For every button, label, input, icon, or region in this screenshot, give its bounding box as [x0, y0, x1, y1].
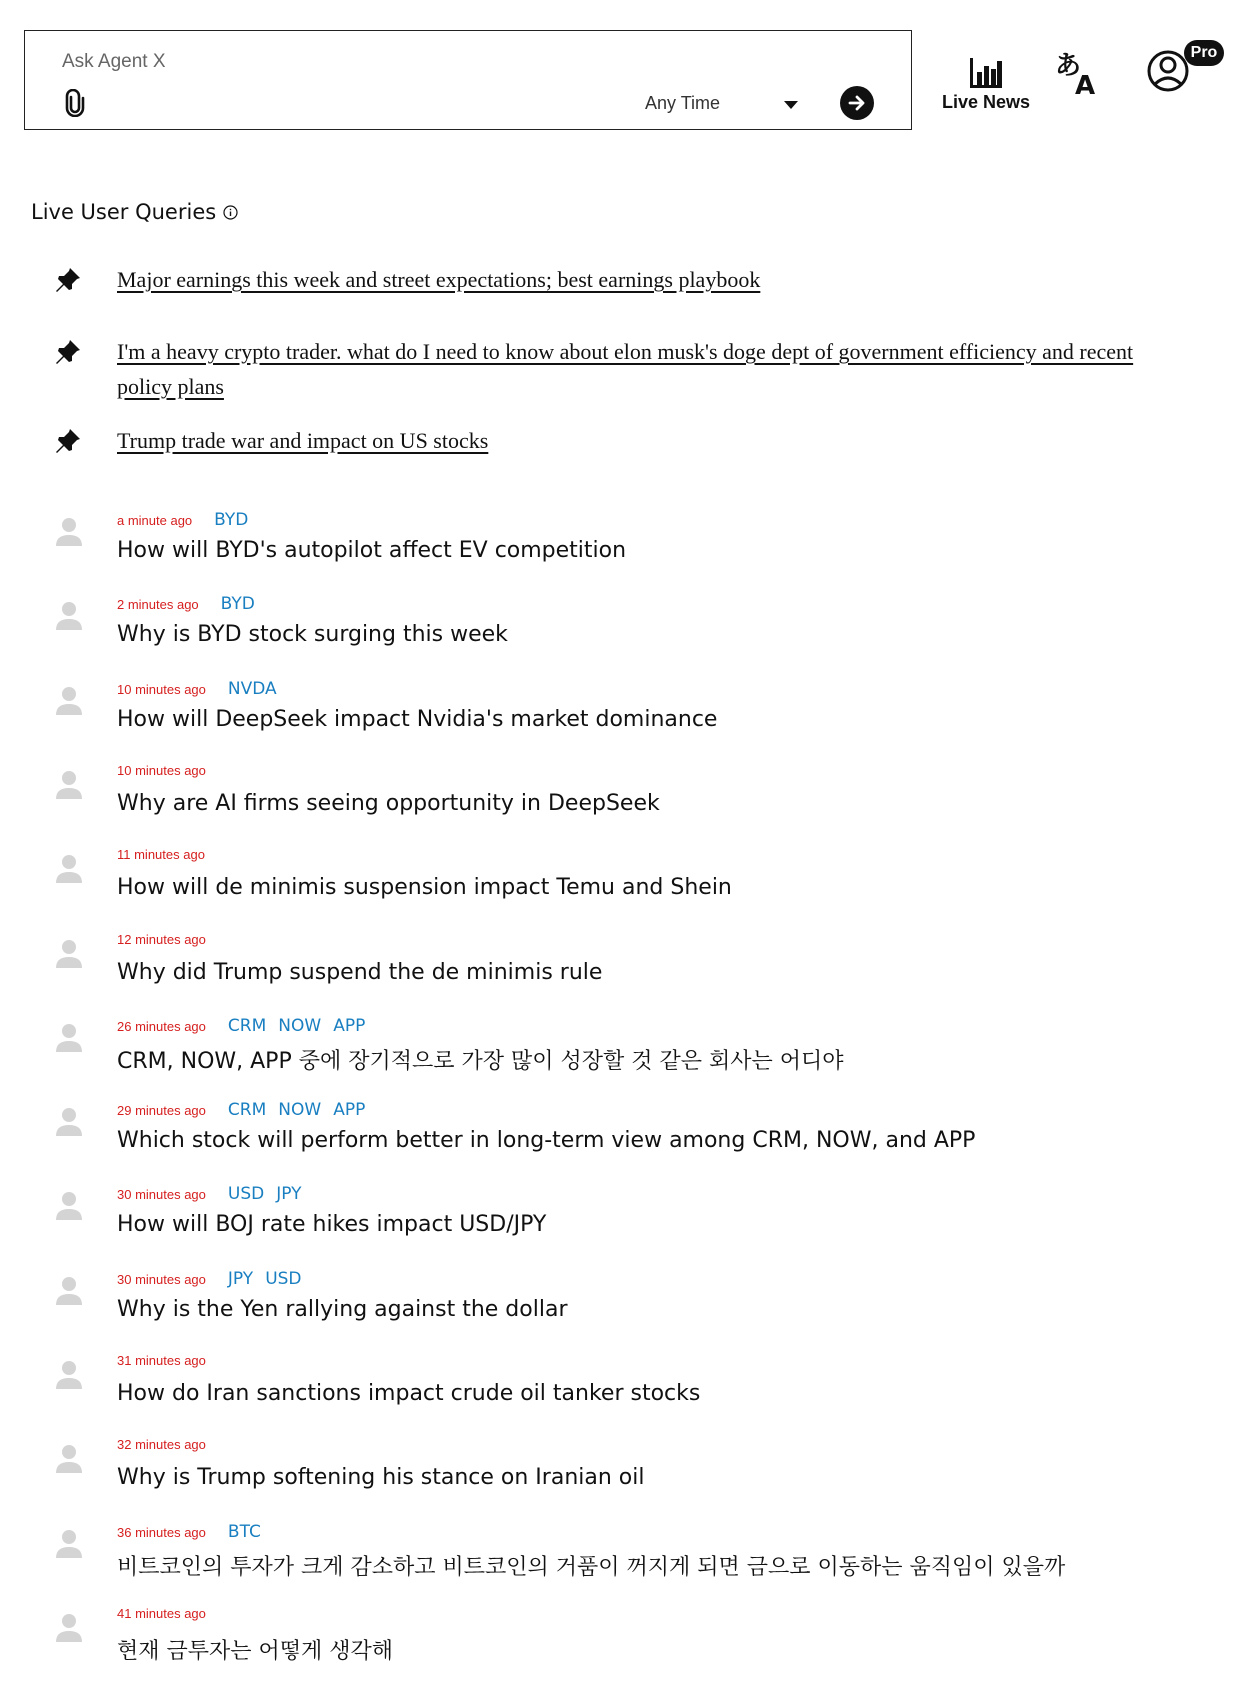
- pinned-query-link[interactable]: Trump trade war and impact on US stocks: [117, 428, 489, 453]
- user-avatar-icon: [55, 1443, 83, 1475]
- time-ago: 36 minutes ago: [117, 1524, 206, 1540]
- query-item[interactable]: [0, 1269, 1242, 1349]
- query-item[interactable]: [0, 510, 1242, 590]
- query-meta: [117, 1100, 377, 1120]
- query-meta: [117, 847, 227, 862]
- ticker-tag[interactable]: NOW: [278, 1015, 322, 1036]
- query-meta: [117, 932, 228, 947]
- pin-icon: [54, 266, 82, 294]
- query-text[interactable]: How do Iran sanctions impact crude oil tanker stocks: [117, 1381, 701, 1406]
- query-text[interactable]: How will DeepSeek impact Nvidia's market dominance: [117, 706, 718, 732]
- user-avatar-icon: [55, 1612, 83, 1644]
- query-item[interactable]: [0, 1522, 1242, 1602]
- ticker-list: [228, 1100, 377, 1120]
- ticker-tag[interactable]: APP: [333, 1015, 366, 1036]
- query-item[interactable]: [0, 1606, 1242, 1686]
- query-text[interactable]: Why is BYD stock surging this week: [117, 622, 508, 648]
- query-item[interactable]: [0, 763, 1242, 843]
- query-item[interactable]: [0, 1437, 1242, 1517]
- time-ago: 32 minutes ago: [117, 1437, 206, 1453]
- time-ago: 30 minutes ago: [117, 1271, 206, 1287]
- time-ago: 29 minutes ago: [117, 1103, 206, 1119]
- pinned-query-link[interactable]: I'm a heavy crypto trader. what do I need to know about elon musk's doge dept of government efficiency and recent policy plans: [117, 339, 1134, 399]
- caret-down-icon[interactable]: [783, 99, 799, 111]
- ticker-tag[interactable]: NVDA: [227, 678, 277, 699]
- pinned-query-link[interactable]: Major earnings this week and street expectations; best earnings playbook: [117, 267, 761, 292]
- user-avatar-icon: [55, 1190, 83, 1222]
- time-filter-select[interactable]: [645, 93, 720, 114]
- query-text[interactable]: Which stock will perform better in long-term view among CRM, NOW, and APP: [117, 1128, 976, 1154]
- query-text[interactable]: Why are AI firms seeing opportunity in DeepSeek: [117, 790, 660, 816]
- arrow-right-icon: [847, 93, 867, 113]
- svg-text:A: A: [1075, 71, 1096, 98]
- ticker-tag[interactable]: JPY: [276, 1184, 302, 1205]
- ticker-list: [228, 1269, 314, 1289]
- user-avatar-icon: [55, 1275, 83, 1307]
- ticker-tag[interactable]: BTC: [227, 1521, 261, 1542]
- svg-text:あ: あ: [1055, 52, 1082, 81]
- query-text[interactable]: Why did Trump suspend the de minimis rule: [117, 959, 603, 985]
- ticker-tag[interactable]: CRM: [227, 1015, 267, 1036]
- info-icon[interactable]: [223, 205, 238, 220]
- paperclip-icon[interactable]: [63, 89, 87, 117]
- pin-icon: [54, 427, 82, 455]
- section-title-text: Live User Queries: [31, 200, 217, 224]
- ticker-list: [228, 1184, 314, 1204]
- query-text[interactable]: Why is the Yen rallying against the dollar: [117, 1296, 568, 1322]
- ticker-list: [228, 1016, 377, 1036]
- time-ago: 41 minutes ago: [117, 1605, 206, 1621]
- time-filter-value: Any Time: [645, 93, 721, 113]
- time-ago: a minute ago: [117, 513, 193, 528]
- query-meta: [117, 1522, 273, 1542]
- query-item[interactable]: [0, 1353, 1242, 1433]
- query-item[interactable]: [0, 1016, 1242, 1096]
- user-avatar-icon: [55, 1359, 83, 1391]
- time-ago: 2 minutes ago: [117, 597, 199, 613]
- time-ago: 30 minutes ago: [117, 1187, 206, 1203]
- query-item[interactable]: [0, 1100, 1242, 1180]
- query-meta: [117, 1353, 228, 1368]
- user-avatar-icon: [55, 1528, 83, 1560]
- pin-icon: [54, 338, 82, 366]
- section-title: [31, 200, 238, 224]
- query-text[interactable]: 현재 금투자는 어떻게 생각해: [117, 1638, 394, 1664]
- ticker-tag[interactable]: CRM: [227, 1100, 267, 1121]
- query-text[interactable]: How will BYD's autopilot affect EV competition: [117, 538, 627, 563]
- submit-button[interactable]: [840, 86, 874, 120]
- user-avatar-icon: [55, 600, 83, 632]
- query-text[interactable]: Why is Trump softening his stance on Iranian oil: [117, 1465, 645, 1491]
- query-item[interactable]: [0, 932, 1242, 1012]
- ticker-tag[interactable]: APP: [333, 1100, 366, 1121]
- user-avatar-icon: [55, 516, 83, 548]
- query-text[interactable]: How will BOJ rate hikes impact USD/JPY: [117, 1212, 547, 1238]
- pro-badge: Pro: [1184, 40, 1224, 66]
- ticker-tag[interactable]: BYD: [220, 594, 255, 615]
- ticker-tag[interactable]: NOW: [278, 1100, 322, 1121]
- query-meta: [117, 679, 289, 699]
- time-ago: 10 minutes ago: [117, 762, 206, 778]
- user-avatar-icon: [55, 938, 83, 970]
- query-item[interactable]: [0, 1184, 1242, 1264]
- query-meta: [117, 510, 260, 530]
- time-ago: 11 minutes ago: [117, 847, 205, 863]
- query-item[interactable]: [0, 594, 1242, 674]
- query-meta: [117, 1269, 314, 1289]
- time-ago: 31 minutes ago: [117, 1353, 206, 1368]
- ticker-list: [228, 679, 289, 699]
- translate-icon[interactable]: [1055, 52, 1101, 98]
- live-news-button[interactable]: [936, 56, 1036, 113]
- query-meta: [117, 1016, 377, 1036]
- query-meta: [117, 1606, 228, 1621]
- query-meta: [117, 1437, 228, 1452]
- user-avatar-icon: [55, 685, 83, 717]
- time-ago: 12 minutes ago: [117, 931, 206, 947]
- time-ago: 26 minutes ago: [117, 1018, 206, 1034]
- query-item[interactable]: [0, 679, 1242, 759]
- user-avatar-icon: [55, 1022, 83, 1054]
- query-text[interactable]: How will de minimis suspension impact Temu and Shein: [117, 875, 732, 901]
- ticker-list: [221, 594, 267, 614]
- ticker-tag[interactable]: USD: [227, 1184, 265, 1205]
- time-ago: 10 minutes ago: [117, 681, 206, 697]
- user-avatar-icon: [55, 853, 83, 885]
- ticker-list: [214, 510, 260, 530]
- query-text[interactable]: CRM, NOW, APP 중에 장기적으로 가장 많이 성장할 것 같은 회사는 어디야: [117, 1048, 844, 1074]
- query-item[interactable]: [0, 847, 1242, 927]
- user-avatar-icon: [55, 769, 83, 801]
- search-box[interactable]: [24, 30, 912, 130]
- query-meta: [117, 594, 267, 614]
- query-meta: [117, 1184, 314, 1204]
- query-meta: [117, 763, 228, 778]
- live-news-label: Live News: [941, 92, 1031, 112]
- ticker-tag[interactable]: USD: [265, 1268, 302, 1289]
- user-avatar-icon: [55, 1106, 83, 1138]
- ticker-tag[interactable]: BYD: [214, 510, 249, 530]
- bar-chart-icon: [968, 56, 1004, 90]
- ticker-list: [228, 1522, 273, 1542]
- query-text[interactable]: 비트코인의 투자가 크게 감소하고 비트코인의 거품이 꺼지게 되면 금으로 이동하는 움직임이 있을까: [117, 1554, 1066, 1580]
- profile-button[interactable]: [1146, 38, 1224, 98]
- search-input[interactable]: Ask Agent X: [62, 51, 166, 72]
- ticker-tag[interactable]: JPY: [227, 1268, 254, 1289]
